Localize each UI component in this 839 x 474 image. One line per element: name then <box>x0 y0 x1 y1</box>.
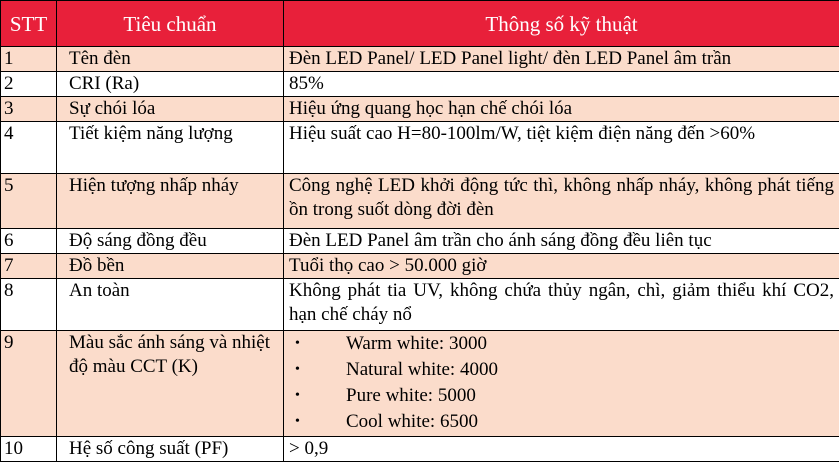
row-criteria: Màu sắc ánh sáng và nhiệt độ màu CCT (K) <box>57 331 284 437</box>
row-stt: 10 <box>1 437 57 462</box>
table-row <box>1 229 839 254</box>
row-criteria: CRI (Ra) <box>57 72 284 97</box>
row-spec: Hiệu suất cao H=80-100lm/W, tiệt kiệm điện năng đến >60% <box>284 122 839 174</box>
table-row <box>1 47 839 72</box>
table-row <box>1 174 839 229</box>
row-stt: 9 <box>1 331 57 437</box>
table-row <box>1 254 839 279</box>
table-row <box>1 331 839 437</box>
bullet-icon: • <box>295 362 300 377</box>
row-criteria: Hệ số công suất (PF) <box>57 437 284 462</box>
list-item-text: Natural white: 4000 <box>346 359 498 380</box>
list-item-text: Warm white: 3000 <box>346 333 487 354</box>
header-spec: Thông số kỹ thuật <box>284 1 839 47</box>
row-spec: Tuổi thọ cao > 50.000 giờ <box>284 254 839 279</box>
row-spec: Không phát tia UV, không chứa thủy ngân, chì, giảm thiểu khí CO2, hạn chế cháy nổ <box>284 279 839 331</box>
row-spec-list <box>284 331 839 437</box>
table-row <box>1 97 839 122</box>
table-row <box>1 122 839 174</box>
row-criteria: Độ sáng đồng đều <box>57 229 284 254</box>
row-stt: 8 <box>1 279 57 331</box>
row-criteria: An toàn <box>57 279 284 331</box>
list-item-text: Pure white: 5000 <box>346 385 476 406</box>
row-criteria: Tiết kiệm năng lượng <box>57 122 284 174</box>
row-spec: Đèn LED Panel âm trần cho ánh sáng đồng đều liên tục <box>284 229 839 254</box>
row-stt: 3 <box>1 97 57 122</box>
row-stt: 6 <box>1 229 57 254</box>
row-spec: > 0,9 <box>284 437 839 462</box>
list-item <box>289 383 834 409</box>
row-criteria: Tên đèn <box>57 47 284 72</box>
cct-list <box>289 331 834 435</box>
row-stt: 1 <box>1 47 57 72</box>
table-row <box>1 279 839 331</box>
bullet-icon: • <box>295 414 300 429</box>
row-spec: 85% <box>284 72 839 97</box>
row-criteria: Sự chói lóa <box>57 97 284 122</box>
header-criteria: Tiêu chuẩn <box>57 1 284 47</box>
bullet-icon: • <box>295 388 300 403</box>
row-stt: 4 <box>1 122 57 174</box>
table-header <box>1 1 839 47</box>
table-row <box>1 437 839 462</box>
header-stt: STT <box>1 1 57 47</box>
header-row <box>1 1 839 47</box>
row-stt: 2 <box>1 72 57 97</box>
table-row <box>1 72 839 97</box>
bullet-icon: • <box>295 336 300 351</box>
row-spec: Hiệu ứng quang học hạn chế chói lóa <box>284 97 839 122</box>
row-criteria: Đồ bền <box>57 254 284 279</box>
row-criteria: Hiện tượng nhấp nháy <box>57 174 284 229</box>
row-stt: 7 <box>1 254 57 279</box>
row-spec: Công nghệ LED khởi động tức thì, không nhấp nháy, không phát tiếng ồn trong suốt dòng đời đèn <box>284 174 839 229</box>
row-stt: 5 <box>1 174 57 229</box>
list-item <box>289 331 834 357</box>
list-item-text: Cool white: 6500 <box>346 411 478 432</box>
list-item <box>289 409 834 435</box>
list-item <box>289 357 834 383</box>
row-spec: Đèn LED Panel/ LED Panel light/ đèn LED Panel âm trần <box>284 47 839 72</box>
table-body <box>1 47 839 462</box>
